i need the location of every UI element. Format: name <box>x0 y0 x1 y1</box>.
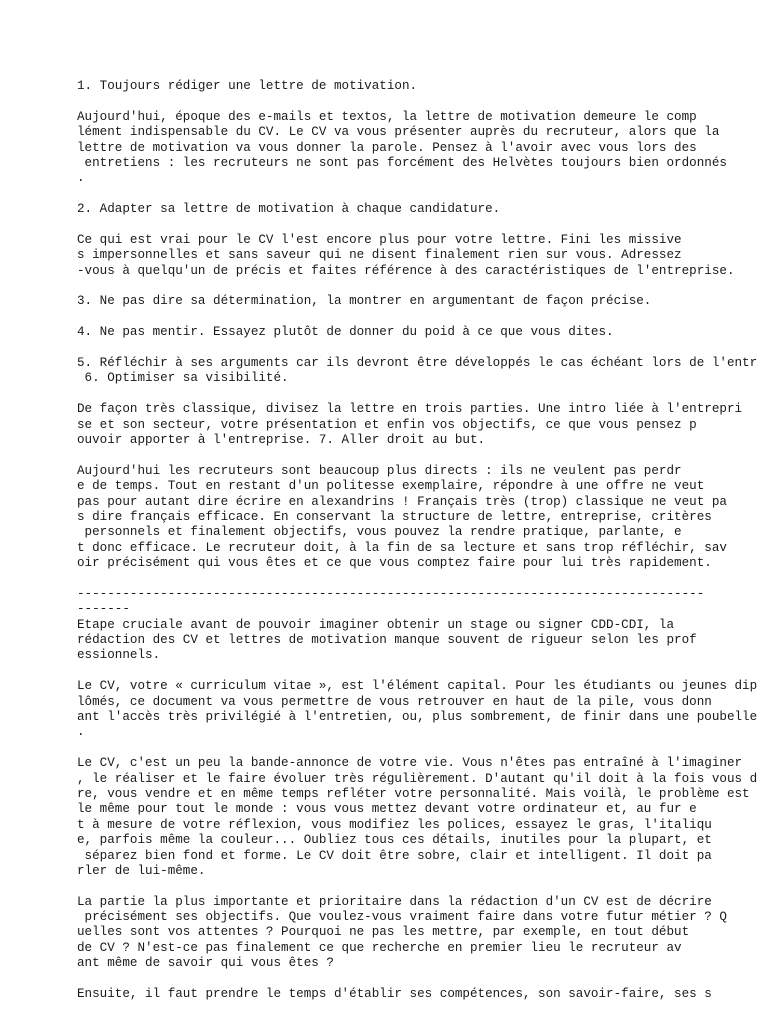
text-line: -vous à quelqu'un de précis et faites référence à des caractéristiques de l'entreprise. <box>77 263 735 278</box>
text-line: 5. Réfléchir à ses arguments car ils devront être développés le cas échéant lors de l'entr <box>77 356 758 371</box>
text-line: . <box>77 171 85 186</box>
text-line: rler de lui-même. <box>77 863 206 878</box>
text-line: de CV ? N'est-ce pas finalement ce que recherche en premier lieu le recruteur av <box>77 940 682 955</box>
text-line: ouvoir apporter à l'entreprise. 7. Aller droit au but. <box>77 432 486 447</box>
text-line: ------- <box>77 602 130 617</box>
text-line <box>77 387 757 402</box>
text-line <box>77 664 757 679</box>
text-line: ant même de savoir qui vous êtes ? <box>77 956 334 971</box>
text-line <box>77 94 757 109</box>
text-line <box>77 279 757 294</box>
text-line: Le CV, votre « curriculum vitae », est l'élément capital. Pour les étudiants ou jeunes dip <box>77 679 758 694</box>
text-line <box>77 187 757 202</box>
text-line: re, vous vendre et en même temps refléter votre personnalité. Mais voilà, le problème est <box>77 786 750 801</box>
text-line: e, parfois même la couleur... Oubliez tous ces détails, inutiles pour la plupart, et <box>77 833 712 848</box>
text-line: lément indispensable du CV. Le CV va vous présenter auprès du recruteur, alors que la <box>77 125 720 140</box>
text-line: 2. Adapter sa lettre de motivation à chaque candidature. <box>77 202 501 217</box>
text-line: lômés, ce document va vous permettre de vous retrouver en haut de la pile, vous donn <box>77 694 712 709</box>
text-line: Ensuite, il faut prendre le temps d'établir ses compétences, son savoir-faire, ses s <box>77 987 712 1002</box>
text-line <box>77 572 757 587</box>
text-line <box>77 972 757 987</box>
text-line <box>77 218 757 233</box>
text-line: s impersonnelles et sans saveur qui ne disent finalement rien sur vous. Adressez <box>77 248 682 263</box>
text-line: précisément ses objectifs. Que voulez-vous vraiment faire dans votre futur métier ? Q <box>77 910 727 925</box>
text-line <box>77 741 757 756</box>
text-line: Aujourd'hui, époque des e-mails et textos, la lettre de motivation demeure le comp <box>77 109 697 124</box>
text-line: uelles sont vos attentes ? Pourquoi ne pas les mettre, par exemple, en tout début <box>77 925 690 940</box>
text-line: De façon très classique, divisez la lettre en trois parties. Une intro liée à l'entrepri <box>77 402 743 417</box>
text-line <box>77 879 757 894</box>
text-line: oir précisément qui vous êtes et ce que vous comptez faire pour lui très rapidement. <box>77 556 712 571</box>
text-line: , le réaliser et le faire évoluer très régulièrement. D'autant qu'il doit à la fois vous d <box>77 771 758 786</box>
text-line: personnels et finalement objectifs, vous pouvez la rendre pratique, parlante, e <box>77 525 682 540</box>
text-line: rédaction des CV et lettres de motivation manque souvent de rigueur selon les prof <box>77 633 697 648</box>
text-line: . <box>77 725 85 740</box>
text-line: Ce qui est vrai pour le CV l'est encore plus pour votre lettre. Fini les missive <box>77 232 682 247</box>
text-line: Aujourd'hui les recruteurs sont beaucoup plus directs : ils ne veulent pas perdr <box>77 463 682 478</box>
text-line: t à mesure de votre réflexion, vous modifiez les polices, essayez le gras, l'italiqu <box>77 817 712 832</box>
text-line <box>77 341 757 356</box>
text-line: séparez bien fond et forme. Le CV doit être sobre, clair et intelligent. Il doit pa <box>77 848 712 863</box>
text-line: essionnels. <box>77 648 161 663</box>
document-text <box>77 79 757 1002</box>
text-line: 4. Ne pas mentir. Essayez plutôt de donner du poid à ce que vous dites. <box>77 325 614 340</box>
text-line: pas pour autant dire écrire en alexandrins ! Français très (trop) classique ne veut pa <box>77 494 727 509</box>
text-line: e de temps. Tout en restant d'un politesse exemplaire, répondre à une offre ne veut <box>77 479 705 494</box>
text-line: 1. Toujours rédiger une lettre de motivation. <box>77 79 418 93</box>
text-line: s dire français efficace. En conservant la structure de lettre, entreprise, critères <box>77 509 712 524</box>
text-line: lettre de motivation va vous donner la parole. Pensez à l'avoir avec vous lors des <box>77 140 697 155</box>
text-line: 3. Ne pas dire sa détermination, la montrer en argumentant de façon précise. <box>77 294 652 309</box>
text-line <box>77 310 757 325</box>
text-line: Etape cruciale avant de pouvoir imaginer obtenir un stage ou signer CDD-CDI, la <box>77 617 675 632</box>
text-line: se et son secteur, votre présentation et enfin vos objectifs, ce que vous pensez p <box>77 417 697 432</box>
text-line: t donc efficace. Le recruteur doit, à la fin de sa lecture et sans trop réfléchir, sav <box>77 540 727 555</box>
text-line: La partie la plus importante et prioritaire dans la rédaction d'un CV est de décrire <box>77 894 712 909</box>
text-line: Le CV, c'est un peu la bande-annonce de votre vie. Vous n'êtes pas entraîné à l'imaginer <box>77 756 743 771</box>
text-line: le même pour tout le monde : vous vous mettez devant votre ordinateur et, au fur e <box>77 802 697 817</box>
text-line: 6. Optimiser sa visibilité. <box>77 371 289 386</box>
text-line: ant l'accès très privilégié à l'entretien, ou, plus sombrement, de finir dans une poubelle <box>77 710 758 725</box>
text-line <box>77 448 757 463</box>
text-line: ----------------------------------------------------------------------------------- <box>77 586 705 601</box>
text-line: entretiens : les recruteurs ne sont pas forcément des Helvètes toujours bien ordonnés <box>77 155 727 170</box>
